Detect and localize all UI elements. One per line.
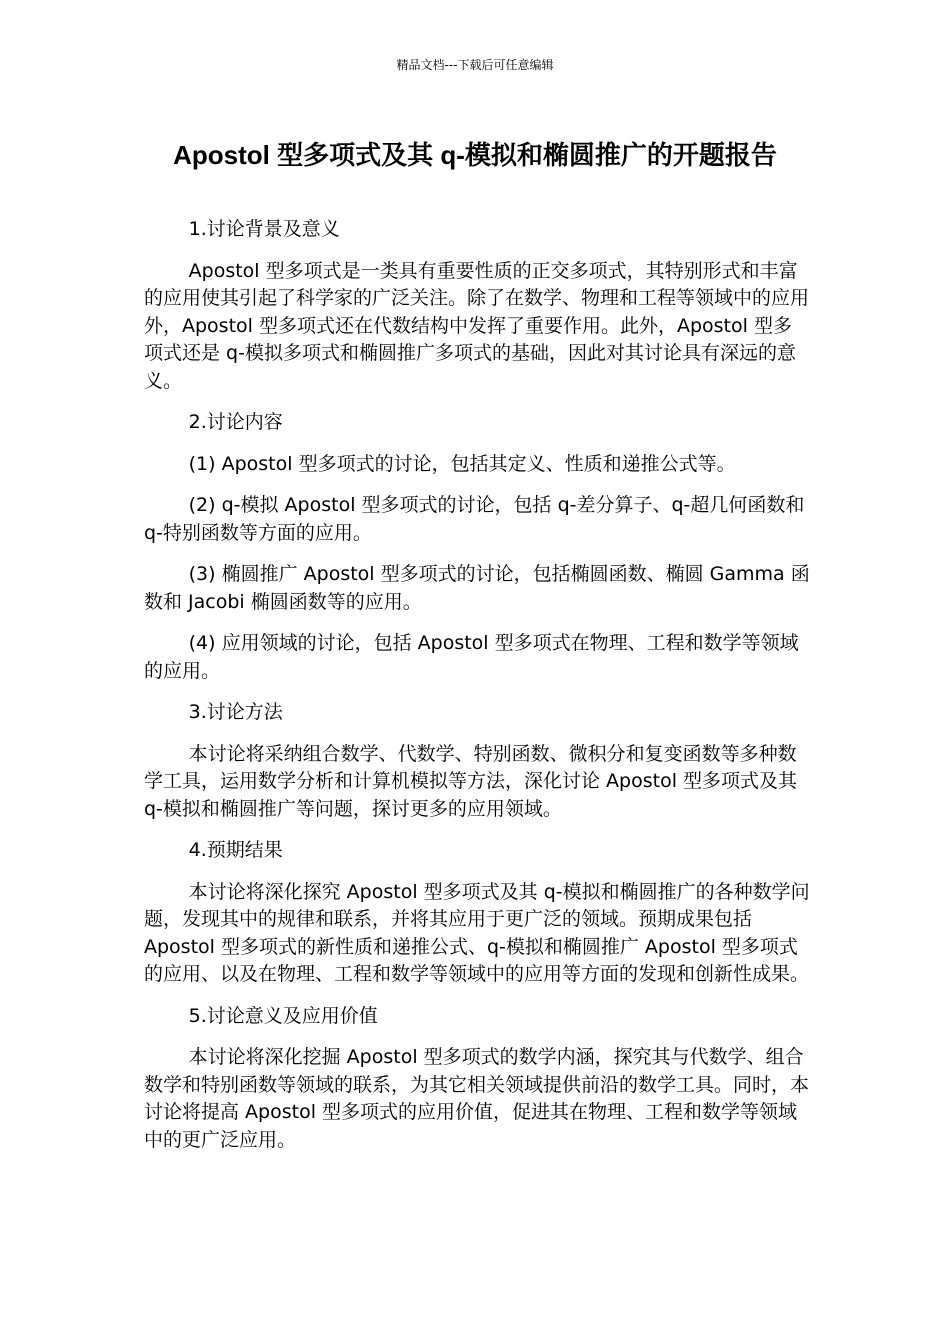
section-heading-background: 1.讨论背景及意义 (188, 218, 340, 240)
document-title: Apostol 型多项式及其 q-模拟和椭圆推广的开题报告 (173, 140, 777, 170)
document-body (144, 216, 810, 1168)
paragraph-expected-results: 本讨论将深化探究 Apostol 型多项式及其 q-模拟和椭圆推广的各种数学问题，发现其中的规律和联系，并将其应用于更广泛的领域。预期成果包括 Apostol 型多项式的新性质和递推公式、q-模拟和椭圆推广 Apostol 型多项式的应用、以及在物理、工程和数学等领域中的应用等方面的发现和创新性成果。 (144, 880, 810, 985)
header-note: 精品文档---下载后可任意编辑 (396, 58, 554, 72)
content-item-1: (1) Apostol 型多项式的讨论，包括其定义、性质和递推公式等。 (188, 452, 736, 475)
content-item-3: (3) 椭圆推广 Apostol 型多项式的讨论，包括椭圆函数、椭圆 Gamma 函数和 Jacobi 椭圆函数等的应用。 (144, 563, 810, 613)
section-heading-expected-results: 4.预期结果 (188, 839, 283, 861)
content-item-4: (4) 应用领域的讨论，包括 Apostol 型多项式在物理、工程和数学等领域的应用。 (144, 632, 799, 682)
paragraph-background: Apostol 型多项式是一类具有重要性质的正交多项式，其特别形式和丰富的应用使其引起了科学家的广泛关注。除了在数学、物理和工程等领域中的应用外，Apostol 型多项式还在代数结构中发挥了重要作用。此外，Apostol 型多项式还是 q-模拟多项式和椭圆推广多项式的基础，因此对其讨论具有深远的意义。 (144, 259, 810, 392)
section-heading-significance: 5.讨论意义及应用价值 (188, 1004, 378, 1027)
section-heading-content: 2.讨论内容 (188, 411, 283, 433)
section-heading-method: 3.讨论方法 (188, 701, 283, 723)
paragraph-significance: 本讨论将深化挖掘 Apostol 型多项式的数学内涵，探究其与代数学、组合数学和特别函数等领域的联系，为其它相关领域提供前沿的数学工具。同时，本讨论将提高 Apostol 型多项式的应用价值，促进其在物理、工程和数学等领域中的更广泛应用。 (144, 1046, 810, 1151)
paragraph-method: 本讨论将采纳组合数学、代数学、特别函数、微积分和复变函数等多种数学工具，运用数学分析和计算机模拟等方法，深化讨论 Apostol 型多项式及其 q-模拟和椭圆推广等问题，探讨更多的应用领域。 (144, 742, 798, 820)
content-item-2: (2) q-模拟 Apostol 型多项式的讨论，包括 q-差分算子、q-超几何函数和 q-特别函数等方面的应用。 (144, 494, 805, 544)
